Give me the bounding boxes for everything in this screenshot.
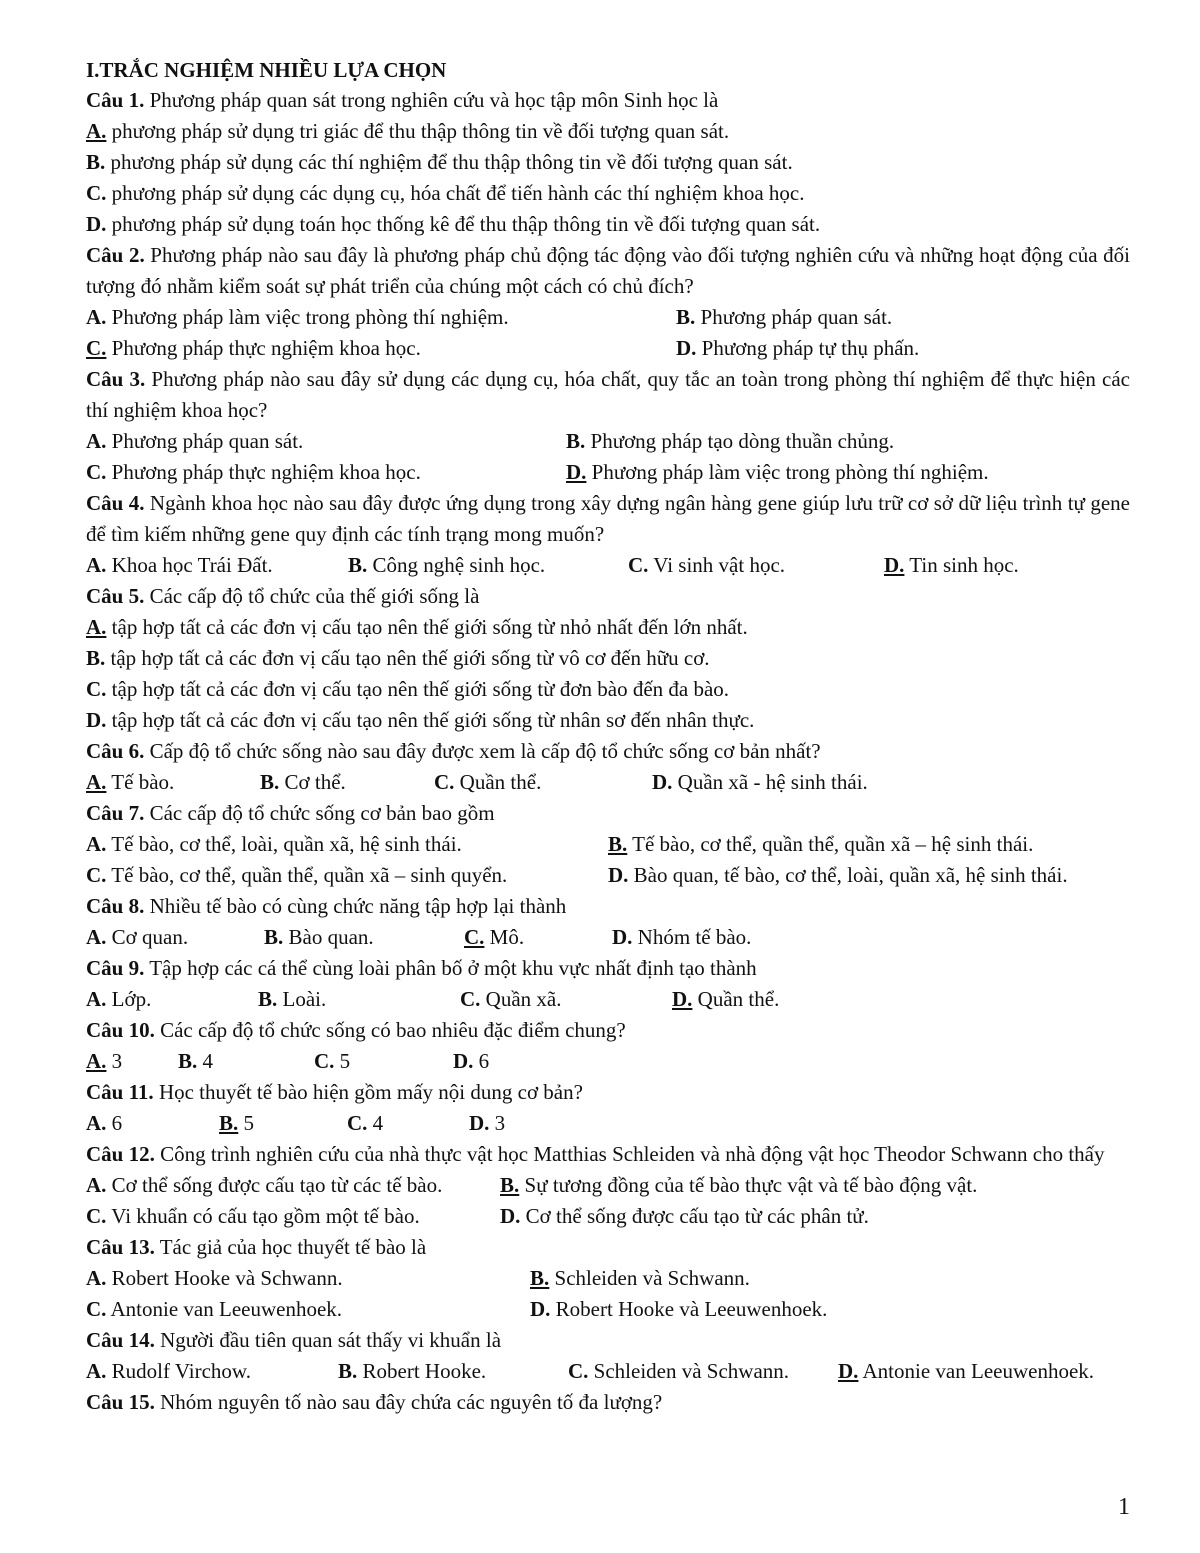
answer-option: [672, 984, 1130, 1015]
question-label: Câu 14.: [86, 1328, 155, 1352]
option-text: 3: [489, 1111, 506, 1135]
option-text: Schleiden và Schwann.: [588, 1359, 790, 1383]
question-text: Phương pháp nào sau đây là phương pháp chủ động tác động vào đối tượng nghiên cứu và những hoạt động của đối tượng đó nhằm kiểm soát sự phát triển của chúng một cách có chủ đích?: [86, 243, 1130, 298]
option-text: Robert Hooke.: [357, 1359, 487, 1383]
answer-option: [566, 426, 1130, 457]
answer-option: [258, 984, 460, 1015]
option-letter: C.: [86, 677, 107, 701]
answer-option: [264, 922, 464, 953]
option-list: [86, 116, 1130, 240]
question-2: [86, 240, 1130, 364]
option-letter: D.: [86, 708, 107, 732]
option-letter: A.: [86, 1266, 107, 1290]
option-text: Bào quan.: [283, 925, 374, 949]
option-letter: A.: [86, 1359, 107, 1383]
question-text: Phương pháp nào sau đây sử dụng các dụng cụ, hóa chất, quy tắc an toàn trong phòng thí nghiệm để thực hiện các thí nghiệm khoa học?: [86, 367, 1130, 422]
answer-option: [86, 1356, 338, 1387]
option-letter: D.: [500, 1204, 521, 1228]
answer-option: [530, 1263, 1130, 1294]
question-list: [86, 85, 1130, 1418]
option-text: phương pháp sử dụng các thí nghiệm để thu thập thông tin về đối tượng quan sát.: [105, 150, 793, 174]
option-letter: D.: [672, 987, 693, 1011]
option-text: 4: [197, 1049, 214, 1073]
question-label: Câu 4.: [86, 491, 145, 515]
question-13: [86, 1232, 1130, 1325]
option-letter: A.: [86, 429, 107, 453]
option-letter: C.: [314, 1049, 335, 1073]
question-15: [86, 1387, 1130, 1418]
answer-option: [260, 767, 434, 798]
question-stem: [86, 736, 1130, 767]
option-letter: D.: [453, 1049, 474, 1073]
answer-option: [86, 674, 1130, 705]
option-row: [86, 767, 1130, 798]
option-letter: D.: [530, 1297, 551, 1321]
option-text: 5: [238, 1111, 255, 1135]
option-text: Mô.: [484, 925, 525, 949]
question-10: [86, 1015, 1130, 1077]
question-4: [86, 488, 1130, 581]
option-text: Tế bào.: [106, 770, 175, 794]
document-body: [86, 55, 1130, 1418]
option-letter: B.: [338, 1359, 358, 1383]
option-text: tập hợp tất cả các đơn vị cấu tạo nên thế giới sống từ nhân sơ đến nhân thực.: [106, 708, 755, 732]
question-stem: [86, 1139, 1130, 1170]
question-1: [86, 85, 1130, 240]
answer-option: [628, 550, 884, 581]
question-stem: [86, 891, 1130, 922]
answer-option: [86, 1263, 530, 1294]
option-row: [86, 1170, 1130, 1201]
answer-option: [453, 1046, 1130, 1077]
option-row: [86, 984, 1130, 1015]
option-letter: C.: [86, 460, 107, 484]
option-letter: A.: [86, 119, 107, 143]
question-label: Câu 13.: [86, 1235, 155, 1259]
option-text: Phương pháp thực nghiệm khoa học.: [106, 336, 421, 360]
question-stem: [86, 1077, 1130, 1108]
option-letter: B.: [264, 925, 284, 949]
answer-option: [178, 1046, 314, 1077]
answer-option: [86, 1046, 178, 1077]
question-stem: [86, 1387, 1130, 1418]
question-label: Câu 6.: [86, 739, 145, 763]
option-row: [86, 1356, 1130, 1387]
option-letter: B.: [500, 1173, 520, 1197]
option-letter: B.: [178, 1049, 198, 1073]
answer-option: [86, 333, 676, 364]
answer-option: [86, 860, 608, 891]
option-letter: D.: [86, 212, 107, 236]
option-letter: A.: [86, 615, 107, 639]
answer-option: [884, 550, 1130, 581]
option-text: Phương pháp tự thụ phấn.: [696, 336, 920, 360]
option-letter: C.: [86, 1297, 107, 1321]
question-text: Học thuyết tế bào hiện gồm mấy nội dung cơ bản?: [153, 1080, 583, 1104]
option-letter: B.: [608, 832, 628, 856]
option-letter: A.: [86, 553, 107, 577]
option-letter: C.: [86, 863, 107, 887]
answer-option: [86, 209, 1130, 240]
option-letter: C.: [347, 1111, 368, 1135]
option-text: Lớp.: [106, 987, 152, 1011]
option-letter: B.: [260, 770, 280, 794]
option-row: [86, 1046, 1130, 1077]
answer-option: [86, 1108, 219, 1139]
option-row: [86, 1108, 1130, 1139]
option-text: Vi khuẩn có cấu tạo gồm một tế bào.: [106, 1204, 420, 1228]
option-text: Phương pháp quan sát.: [106, 429, 304, 453]
question-label: Câu 5.: [86, 584, 145, 608]
answer-option: [86, 302, 676, 333]
page-number: 1: [1118, 1494, 1130, 1520]
answer-option: [608, 860, 1130, 891]
option-letter: A.: [86, 1111, 107, 1135]
question-6: [86, 736, 1130, 798]
answer-option: [86, 705, 1130, 736]
question-label: Câu 12.: [86, 1142, 155, 1166]
option-letter: B.: [86, 646, 106, 670]
question-label: Câu 9.: [86, 956, 145, 980]
option-letter: A.: [86, 832, 107, 856]
option-text: Tế bào, cơ thể, quần thể, quần xã – hệ sinh thái.: [627, 832, 1034, 856]
answer-option: [676, 302, 1130, 333]
question-stem: [86, 488, 1130, 550]
option-letter: A.: [86, 1049, 107, 1073]
option-row: [86, 426, 1130, 457]
question-label: Câu 8.: [86, 894, 145, 918]
question-14: [86, 1325, 1130, 1387]
section-title: I.TRẮC NGHIỆM NHIỀU LỰA CHỌN: [86, 58, 447, 82]
option-text: Phương pháp làm việc trong phòng thí nghiệm.: [106, 305, 509, 329]
question-stem: [86, 1232, 1130, 1263]
option-letter: D.: [608, 863, 629, 887]
answer-option: [460, 984, 672, 1015]
answer-option: [86, 457, 566, 488]
answer-option: [86, 1294, 530, 1325]
question-text: Tập hợp các cá thể cùng loài phân bố ở một khu vực nhất định tạo thành: [144, 956, 757, 980]
answer-option: [348, 550, 628, 581]
option-text: Sự tương đồng của tế bào thực vật và tế bào động vật.: [519, 1173, 978, 1197]
option-text: Tin sinh học.: [904, 553, 1019, 577]
option-text: Cơ thể sống được cấu tạo từ các phân tử.: [520, 1204, 869, 1228]
option-text: Cơ thể.: [279, 770, 346, 794]
question-text: Phương pháp quan sát trong nghiên cứu và học tập môn Sinh học là: [144, 88, 719, 112]
option-text: Bào quan, tế bào, cơ thể, loài, quần xã, hệ sinh thái.: [628, 863, 1068, 887]
option-letter: C.: [460, 987, 481, 1011]
option-letter: A.: [86, 987, 107, 1011]
option-text: Quần xã - hệ sinh thái.: [672, 770, 868, 794]
option-letter: B.: [566, 429, 586, 453]
option-text: 5: [334, 1049, 351, 1073]
option-letter: A.: [86, 305, 107, 329]
option-letter: A.: [86, 1173, 107, 1197]
answer-option: [86, 178, 1130, 209]
answer-option: [86, 922, 264, 953]
answer-option: [612, 922, 1130, 953]
answer-option: [86, 550, 348, 581]
option-letter: D.: [676, 336, 697, 360]
answer-option: [86, 612, 1130, 643]
option-text: Phương pháp tạo dòng thuần chủng.: [585, 429, 895, 453]
answer-option: [608, 829, 1130, 860]
answer-option: [86, 147, 1130, 178]
option-row: [86, 457, 1130, 488]
option-row: [86, 550, 1130, 581]
question-text: Các cấp độ tổ chức của thế giới sống là: [144, 584, 480, 608]
answer-option: [530, 1294, 1130, 1325]
option-text: phương pháp sử dụng tri giác để thu thập thông tin về đối tượng quan sát.: [106, 119, 730, 143]
question-12: [86, 1139, 1130, 1232]
answer-option: [314, 1046, 453, 1077]
question-label: Câu 1.: [86, 88, 145, 112]
option-text: Tế bào, cơ thể, loài, quần xã, hệ sinh thái.: [106, 832, 462, 856]
question-stem: [86, 953, 1130, 984]
answer-option: [676, 333, 1130, 364]
answer-option: [86, 643, 1130, 674]
question-text: Các cấp độ tổ chức sống có bao nhiêu đặc điểm chung?: [154, 1018, 626, 1042]
option-letter: A.: [86, 925, 107, 949]
option-list: [86, 612, 1130, 736]
answer-option: [86, 426, 566, 457]
answer-option: [86, 829, 608, 860]
answer-option: [86, 984, 258, 1015]
option-text: phương pháp sử dụng các dụng cụ, hóa chất để tiến hành các thí nghiệm khoa học.: [106, 181, 805, 205]
answer-option: [219, 1108, 347, 1139]
option-text: Schleiden và Schwann.: [549, 1266, 750, 1290]
option-text: Tế bào, cơ thể, quần thể, quần xã – sinh quyển.: [106, 863, 508, 887]
option-text: tập hợp tất cả các đơn vị cấu tạo nên thế giới sống từ vô cơ đến hữu cơ.: [105, 646, 710, 670]
option-letter: B.: [219, 1111, 239, 1135]
question-stem: [86, 240, 1130, 302]
question-3: [86, 364, 1130, 488]
answer-option: [338, 1356, 568, 1387]
question-label: Câu 2.: [86, 243, 145, 267]
option-text: 4: [367, 1111, 384, 1135]
option-row: [86, 1263, 1130, 1294]
question-text: Công trình nghiên cứu của nhà thực vật học Matthias Schleiden và nhà động vật học Theodor Schwann cho thấy: [154, 1142, 1105, 1166]
option-letter: C.: [86, 336, 107, 360]
answer-option: [652, 767, 1130, 798]
option-text: Loài.: [277, 987, 327, 1011]
option-letter: C.: [628, 553, 649, 577]
option-letter: C.: [86, 1204, 107, 1228]
option-letter: C.: [86, 181, 107, 205]
question-text: Các cấp độ tổ chức sống cơ bản bao gồm: [144, 801, 495, 825]
question-7: [86, 798, 1130, 891]
answer-option: [86, 1170, 500, 1201]
answer-option: [86, 1201, 500, 1232]
option-letter: D.: [884, 553, 905, 577]
question-stem: [86, 798, 1130, 829]
option-row: [86, 1294, 1130, 1325]
question-5: [86, 581, 1130, 736]
question-stem: [86, 1015, 1130, 1046]
option-text: tập hợp tất cả các đơn vị cấu tạo nên thế giới sống từ nhỏ nhất đến lớn nhất.: [106, 615, 748, 639]
answer-option: [464, 922, 612, 953]
question-label: Câu 15.: [86, 1390, 155, 1414]
option-letter: C.: [464, 925, 485, 949]
question-stem: [86, 85, 1130, 116]
option-text: Khoa học Trái Đất.: [106, 553, 273, 577]
question-9: [86, 953, 1130, 1015]
question-label: Câu 7.: [86, 801, 145, 825]
option-text: Cơ thể sống được cấu tạo từ các tế bào.: [106, 1173, 443, 1197]
answer-option: [347, 1108, 469, 1139]
question-text: Nhóm nguyên tố nào sau đây chứa các nguyên tố đa lượng?: [154, 1390, 663, 1414]
option-text: Phương pháp quan sát.: [695, 305, 893, 329]
option-text: Cơ quan.: [106, 925, 189, 949]
question-stem: [86, 364, 1130, 426]
answer-option: [434, 767, 652, 798]
option-row: [86, 333, 1130, 364]
option-text: Robert Hooke và Schwann.: [106, 1266, 343, 1290]
option-letter: D.: [469, 1111, 490, 1135]
question-label: Câu 11.: [86, 1080, 154, 1104]
option-text: Quần thể.: [454, 770, 542, 794]
answer-option: [86, 767, 260, 798]
question-11: [86, 1077, 1130, 1139]
option-text: tập hợp tất cả các đơn vị cấu tạo nên thế giới sống từ đơn bào đến đa bào.: [106, 677, 730, 701]
answer-option: [838, 1356, 1130, 1387]
question-stem: [86, 1325, 1130, 1356]
question-8: [86, 891, 1130, 953]
option-letter: D.: [612, 925, 633, 949]
question-text: Người đầu tiên quan sát thấy vi khuẩn là: [154, 1328, 502, 1352]
answer-option: [566, 457, 1130, 488]
question-text: Cấp độ tổ chức sống nào sau đây được xem là cấp độ tổ chức sống cơ bản nhất?: [144, 739, 821, 763]
option-row: [86, 922, 1130, 953]
question-text: Tác giả của học thuyết tế bào là: [154, 1235, 427, 1259]
question-text: Ngành khoa học nào sau đây được ứng dụng trong xây dựng ngân hàng gene giúp lưu trữ cơ sở dữ liệu trình tự gene để tìm kiếm những gene quy định các tính trạng mong muốn?: [86, 491, 1130, 546]
answer-option: [500, 1201, 1130, 1232]
option-letter: D.: [566, 460, 587, 484]
answer-option: [469, 1108, 1130, 1139]
option-row: [86, 860, 1130, 891]
question-stem: [86, 581, 1130, 612]
option-letter: C.: [434, 770, 455, 794]
option-text: Vi sinh vật học.: [648, 553, 786, 577]
option-text: 6: [106, 1111, 123, 1135]
option-text: 6: [473, 1049, 490, 1073]
option-letter: D.: [838, 1359, 859, 1383]
option-text: phương pháp sử dụng toán học thống kê để thu thập thông tin về đối tượng quan sát.: [106, 212, 821, 236]
option-text: Quần xã.: [480, 987, 562, 1011]
option-text: Phương pháp làm việc trong phòng thí nghiệm.: [586, 460, 989, 484]
option-letter: B.: [348, 553, 368, 577]
option-row: [86, 829, 1130, 860]
option-text: 3: [106, 1049, 123, 1073]
option-text: Robert Hooke và Leeuwenhoek.: [550, 1297, 828, 1321]
option-text: Công nghệ sinh học.: [367, 553, 546, 577]
option-row: [86, 1201, 1130, 1232]
option-letter: B.: [86, 150, 106, 174]
option-letter: C.: [568, 1359, 589, 1383]
option-text: Antonie van Leeuwenhoek.: [106, 1297, 343, 1321]
option-letter: B.: [530, 1266, 550, 1290]
answer-option: [86, 116, 1130, 147]
option-text: Rudolf Virchow.: [106, 1359, 251, 1383]
option-text: Antonie van Leeuwenhoek.: [858, 1359, 1095, 1383]
option-letter: D.: [652, 770, 673, 794]
question-text: Nhiều tế bào có cùng chức năng tập hợp lại thành: [144, 894, 567, 918]
question-label: Câu 3.: [86, 367, 146, 391]
question-label: Câu 10.: [86, 1018, 155, 1042]
option-row: [86, 302, 1130, 333]
option-text: Nhóm tế bào.: [632, 925, 752, 949]
answer-option: [568, 1356, 838, 1387]
option-letter: B.: [258, 987, 278, 1011]
answer-option: [500, 1170, 1130, 1201]
option-text: Phương pháp thực nghiệm khoa học.: [106, 460, 421, 484]
option-letter: A.: [86, 770, 107, 794]
option-letter: B.: [676, 305, 696, 329]
option-text: Quần thể.: [692, 987, 780, 1011]
